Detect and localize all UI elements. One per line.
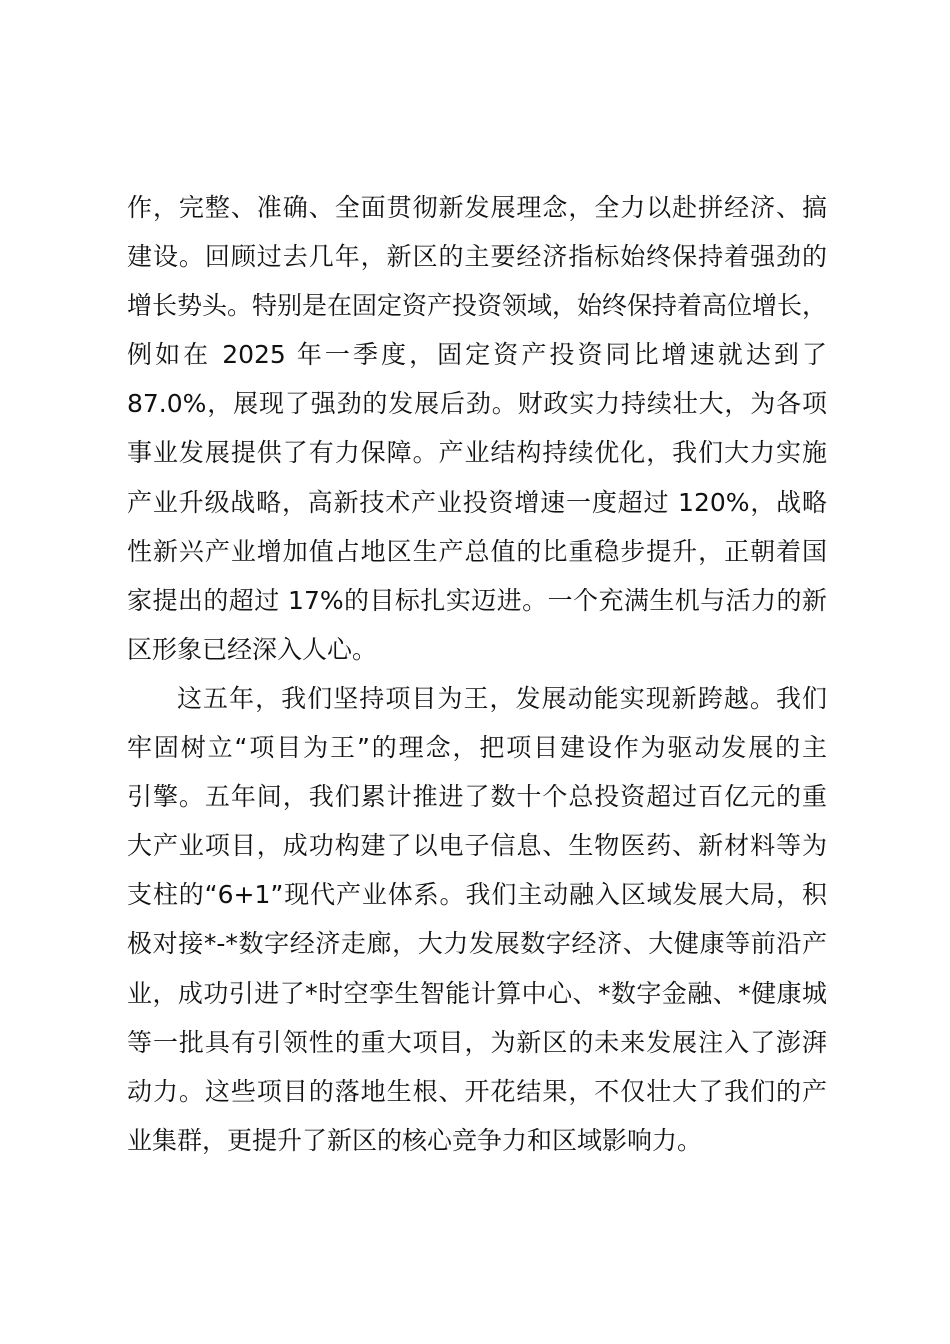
text-line: 大产业项目，成功构建了以电子信息、生物医药、新材料等为 — [127, 831, 827, 861]
text-line: 引擎。五年间，我们累计推进了数十个总投资超过百亿元的重 — [127, 782, 827, 812]
text-line: 支柱的“6+1”现代产业体系。我们主动融入区域发展大局，积 — [127, 880, 827, 910]
text-line: 事业发展提供了有力保障。产业结构持续优化，我们大力实施 — [127, 438, 827, 468]
text-line: 区形象已经深入人心。 — [127, 634, 378, 664]
text-line: 这五年，我们坚持项目为王，发展动能实现新跨越。我们 — [177, 683, 827, 713]
text-line: 业集群，更提升了新区的核心竞争力和区域影响力。 — [127, 1125, 703, 1155]
text-line: 例如在 2025 年一季度，固定资产投资同比增速就达到了 — [127, 340, 827, 370]
text-line: 极对接*-*数字经济走廊，大力发展数字经济、大健康等前沿产 — [127, 929, 827, 959]
text-line: 建设。回顾过去几年，新区的主要经济指标始终保持着强劲的 — [127, 242, 827, 272]
document-body — [127, 183, 827, 1165]
text-line: 动力。这些项目的落地生根、开花结果，不仅壮大了我们的产 — [127, 1076, 827, 1106]
text-line: 等一批具有引领性的重大项目，为新区的未来发展注入了澎湃 — [127, 1027, 827, 1057]
text-line: 牢固树立“项目为王”的理念，把项目建设作为驱动发展的主 — [127, 733, 827, 763]
text-line: 性新兴产业增加值占地区生产总值的比重稳步提升，正朝着国 — [127, 536, 827, 566]
text-line: 业，成功引进了*时空孪生智能计算中心、*数字金融、*健康城 — [127, 978, 827, 1008]
text-line: 增长势头。特别是在固定资产投资领域，始终保持着高位增长， — [127, 291, 828, 321]
text-line: 家提出的超过 17%的目标扎实迈进。一个充满生机与活力的新 — [127, 585, 827, 615]
text-line: 产业升级战略，高新技术产业投资增速一度超过 120%，战略 — [127, 487, 827, 517]
paragraph-projects — [127, 674, 827, 1165]
paragraph-economy — [127, 183, 827, 674]
text-line: 作，完整、准确、全面贯彻新发展理念，全力以赴拼经济、搞 — [127, 193, 827, 222]
text-line: 87.0%，展现了强劲的发展后劲。财政实力持续壮大，为各项 — [127, 389, 827, 419]
